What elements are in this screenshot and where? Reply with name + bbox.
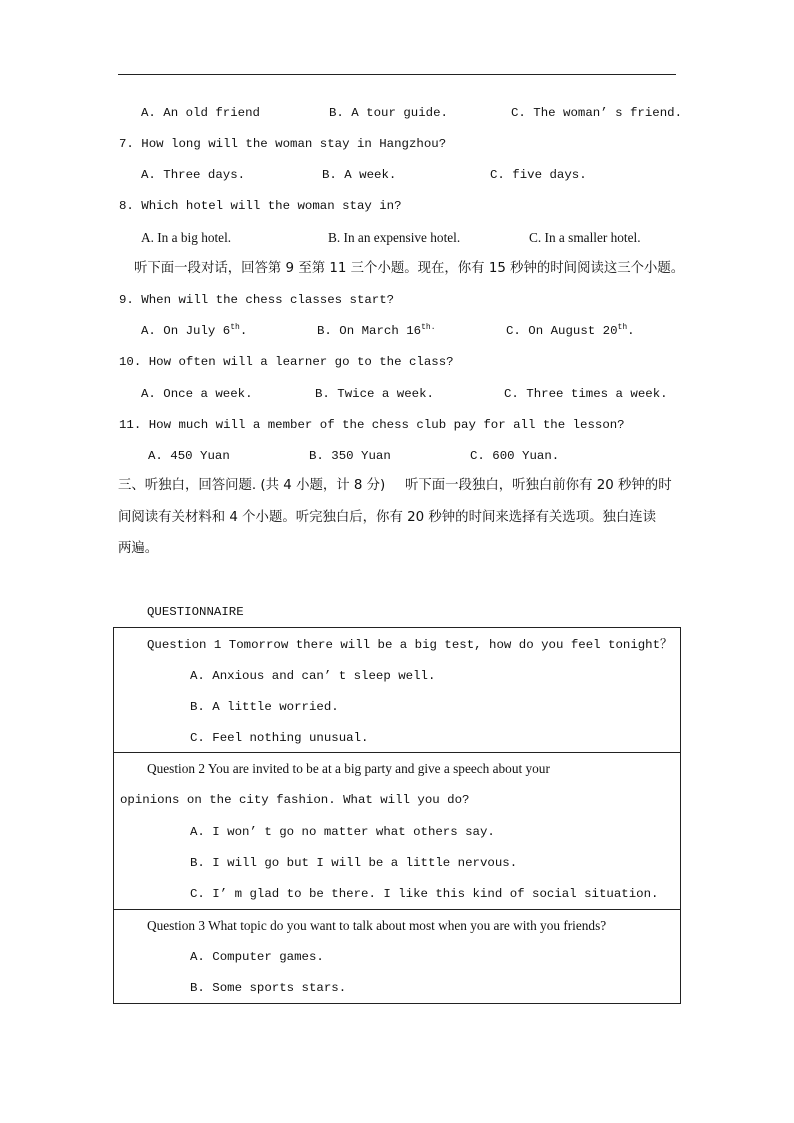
questionnaire-q2-option-a: A. I won’ t go no matter what others say. [190,825,495,839]
questionnaire-q1-option-a: A. Anxious and can’ t sleep well. [190,669,436,683]
instruction-9-11: 听下面一段对话，回答第 9 至第 11 三个小题。现在，你有 15 秒钟的时间阅读这三个小题。 [134,261,685,276]
questionnaire-q2-box [113,753,681,910]
question-9: 9. When will the chess classes start? [119,293,395,307]
question-11: 11. How much will a member of the chess club pay for all the lesson? [119,418,625,432]
section-3-intro-1: 听下面一段独白，听独白前你有 20 秒钟的时 [405,478,672,493]
questionnaire-q3-box [113,910,681,1004]
questionnaire-q1-option-c: C. Feel nothing unusual. [190,731,369,745]
q11-option-c: C. 600 Yuan. [470,449,560,463]
q10-option-c: C. Three times a week. [504,387,668,401]
questionnaire-q3-option-a: A. Computer games. [190,950,324,964]
q11-option-b: B. 350 Yuan [309,449,391,463]
q8-option-c: C. In a smaller hotel. [529,230,641,245]
q9-option-a: A. On July 6th. [141,322,248,338]
questionnaire-q3-option-b: B. Some sports stars. [190,981,347,995]
questionnaire-q1-option-b: B. A little worried. [190,700,339,714]
q10-option-b: B. Twice a week. [315,387,434,401]
questionnaire-q2-option-c: C. I’ m glad to be there. I like this kind of social situation. [190,887,659,901]
section-3-heading: 三、听独白，回答问题. (共 4 小题，计 8 分) [118,478,386,493]
q6-option-c: C. The woman’ s friend. [511,106,683,120]
q6-option-b: B. A tour guide. [329,106,448,120]
q10-option-a: A. Once a week. [141,387,253,401]
q6-option-a: A. An old friend [141,106,260,120]
questionnaire-q2-text-2: opinions on the city fashion. What will you do? [120,793,470,807]
q9-option-b: B. On March $16^{th.}$ [317,322,436,338]
question-10: 10. How often will a learner go to the class? [119,355,454,369]
q9-option-c: C. On August 20th. [506,322,635,338]
q8-option-a: A. In a big hotel. [141,230,232,245]
questionnaire-q2-text-1: Question 2 You are invited to be at a big party and give a speech about your [147,761,550,776]
questionnaire-q1-text: Question 1 Tomorrow there will be a big test, how do you feel tonight？ [147,638,673,652]
question-7: 7. How long will the woman stay in Hangzhou? [119,137,447,151]
questionnaire-q2-option-b: B. I will go but I will be a little nervous. [190,856,518,870]
q8-option-b: B. In an expensive hotel. [328,230,461,245]
question-8: 8. Which hotel will the woman stay in? [119,199,402,213]
questionnaire-q1-box [113,627,681,753]
q7-option-c: C. five days. [490,168,587,182]
section-3-intro-3: 两遍。 [118,541,159,556]
q7-option-a: A. Three days. [141,168,246,182]
questionnaire-q3-text: Question 3 What topic do you want to talk about most when you are with you friends? [147,918,607,933]
section-3-intro-2: 间阅读有关材料和 4 个小题。听完独白后，你有 20 秒钟的时间来选择有关选项。独白连读 [118,510,657,525]
q11-option-a: A. 450 Yuan [148,449,230,463]
q7-option-b: B. A week. [322,168,397,182]
questionnaire-title: QUESTIONNAIRE [147,605,244,619]
header-rule [118,74,676,75]
